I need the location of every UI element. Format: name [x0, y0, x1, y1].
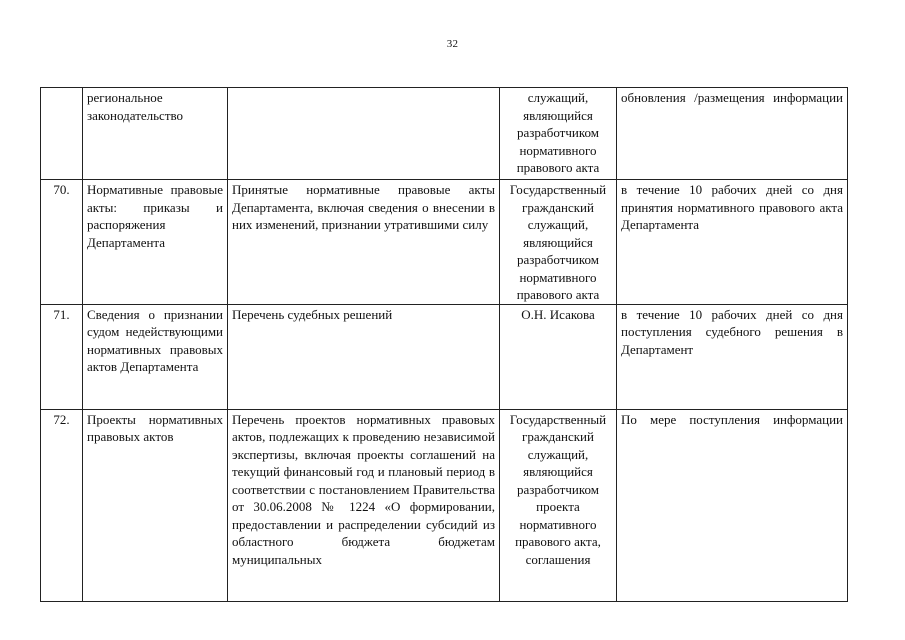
responsible-cell: служащий, являющийся разработчиком нормативного правового акта: [500, 88, 617, 180]
table-row: [41, 88, 848, 180]
timing-cell: [617, 88, 848, 180]
document-name-cell: Проекты нормативных правовых актов: [83, 409, 228, 601]
document-name-cell: Нормативные правовые акты: приказы и распоряжения Департамента: [83, 180, 228, 305]
document-name-cell: региональное законодательство: [83, 88, 228, 180]
timing-text: обновления /размещения информации: [621, 90, 843, 105]
timing-cell: в течение 10 рабочих дней со дня принятия нормативного правового акта Департамента: [617, 180, 848, 305]
description-cell: Перечень судебных решений: [228, 304, 500, 409]
responsible-cell: Государственный гражданский служащий, являющийся разработчиком нормативного правового акта: [500, 180, 617, 305]
responsible-cell: О.Н. Исакова: [500, 304, 617, 409]
timing-cell: [617, 409, 848, 601]
timing-cell: в течение 10 рабочих дней со дня поступления судебного решения в Департамент: [617, 304, 848, 409]
row-number-cell: [41, 88, 83, 180]
table-row: [41, 304, 848, 409]
row-number-cell: 70.: [41, 180, 83, 305]
responsible-cell: Государственный гражданский служащий, являющийся разработчиком проекта нормативного правового акта, соглашения: [500, 409, 617, 601]
page-number: 32: [446, 38, 459, 50]
table-row: [41, 180, 848, 305]
row-number-cell: 72.: [41, 409, 83, 601]
description-cell: [228, 88, 500, 180]
description-cell: Перечень проектов нормативных правовых актов, подлежащих к проведению независимой экспертизы, включая проекты соглашений на текущий финансовый год и плановый период в соответствии с постановлением Правительства от 30.06.2008 № 1224 «О формировании, предоставлении и распределении субсидий из областного бюджета бюджетам муниципальных: [228, 409, 500, 601]
description-cell: Принятые нормативные правовые акты Департамента, включая сведения о внесении в них изменений, признании утратившими силу: [228, 180, 500, 305]
document-name-cell: Сведения о признании судом недействующими нормативных правовых актов Департамента: [83, 304, 228, 409]
row-number-cell: 71.: [41, 304, 83, 409]
responsibility-table: [40, 87, 848, 602]
table-row: [41, 409, 848, 601]
timing-text: По мере поступления информации: [621, 411, 843, 427]
